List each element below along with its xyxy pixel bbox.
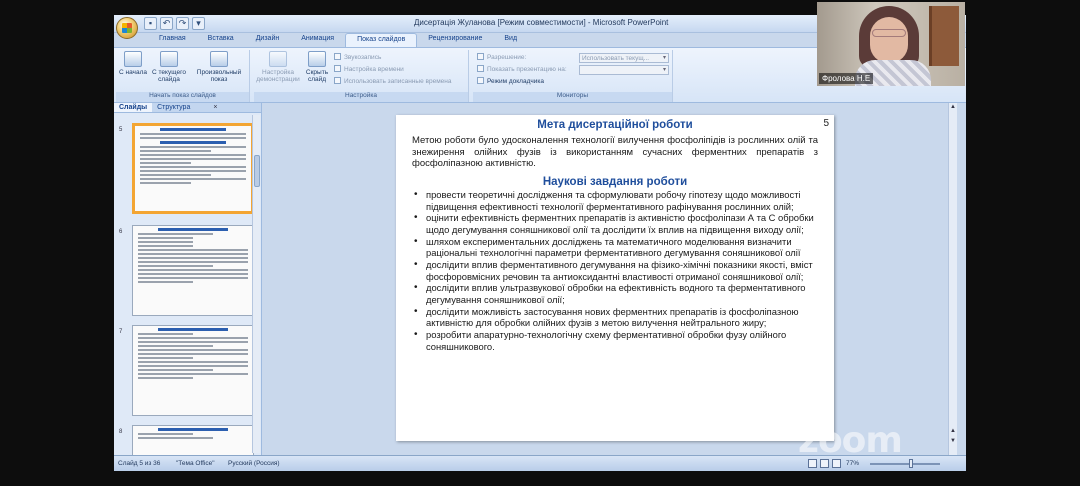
thumbnail-text xyxy=(140,133,246,135)
checkbox-icon xyxy=(477,77,484,84)
current-slide[interactable] xyxy=(396,115,834,441)
group-setup xyxy=(254,50,469,102)
main-scrollbar[interactable] xyxy=(948,103,957,455)
thumbnail-text xyxy=(138,437,213,439)
group-start-slideshow xyxy=(116,50,250,102)
thumbnail-text xyxy=(158,228,228,231)
tab-animations[interactable]: Анимация xyxy=(301,35,335,42)
language-indicator[interactable]: Русский (Россия) xyxy=(228,460,280,467)
thumbnail-text xyxy=(140,137,246,139)
thumbnail-text xyxy=(140,166,246,168)
thumbnail-text xyxy=(140,162,191,164)
setup-show-icon xyxy=(269,51,287,67)
thumbnail-text xyxy=(138,253,248,255)
slide-counter: Слайд 5 из 36 xyxy=(118,460,161,467)
from-current-slide-button[interactable]: С текущего слайда xyxy=(148,51,190,83)
slide-subheading: Наукові завдання роботи xyxy=(542,176,688,188)
thumbnail-text xyxy=(138,261,248,263)
thumbnail-text xyxy=(140,158,246,160)
thumbnail-text xyxy=(138,333,193,335)
task-item: • дослідити вплив ферментативного дегумування на фізико-хімічні показники якості, вміст фосфоровмісних речовин та антиоксидантні властивості отриманої соняшникової олії; xyxy=(412,259,822,282)
video-shelf xyxy=(929,6,959,66)
tab-design[interactable]: Дизайн xyxy=(255,35,280,42)
slide-thumbnail-7[interactable] xyxy=(132,325,254,416)
task-item: • оцінити ефективність ферментних препаратів із активністю фосфоліпази А та С обробки щодо дегумування соняшникової олії та дослідити їх вплив на підвищення виходу олії; xyxy=(412,212,822,235)
thumbnail-text xyxy=(138,365,248,367)
thumbnail-text xyxy=(160,141,226,144)
thumbnail-text xyxy=(140,146,246,148)
zoom-watermark: zoom xyxy=(798,420,902,461)
thumbnail-text xyxy=(140,154,246,156)
thumbnail-number: 7 xyxy=(119,329,123,335)
group-label-setup: Настройка xyxy=(254,92,468,102)
slide-heading: Мета дисертаційної роботи xyxy=(537,119,693,131)
close-pane-icon[interactable]: × xyxy=(213,104,218,111)
thumbnail-text xyxy=(138,241,193,243)
tab-slides[interactable]: Слайды xyxy=(114,103,152,112)
rehearse-timings-button[interactable]: Настройка времени xyxy=(334,65,404,75)
slide-thumbnail-5[interactable] xyxy=(132,123,254,214)
projector-current-icon xyxy=(160,51,178,67)
thumbnail-text xyxy=(138,377,193,379)
thumbnail-text xyxy=(140,170,246,172)
quick-access-toolbar xyxy=(144,17,205,31)
zoom-slider[interactable] xyxy=(870,463,940,465)
thumbnail-text xyxy=(158,428,228,431)
undo-icon[interactable]: ↶ xyxy=(160,17,173,30)
monitor-icon xyxy=(477,65,484,72)
thumbnail-text xyxy=(158,328,228,331)
pane-tabs xyxy=(114,103,261,113)
hide-slide-button[interactable]: Скрыть слайд xyxy=(302,51,332,83)
from-start-button[interactable]: С начала xyxy=(116,51,150,76)
thumbnail-text xyxy=(160,128,226,131)
thumbnail-number: 5 xyxy=(119,127,123,133)
record-narration-button[interactable]: Звукозапись xyxy=(334,53,381,63)
office-logo-icon xyxy=(122,23,132,33)
presenter-view-checkbox[interactable]: Режим докладчика xyxy=(477,77,544,87)
scroll-up-icon[interactable]: ▲ xyxy=(950,104,956,110)
thumbnail-text xyxy=(138,269,248,271)
scrollbar-thumb[interactable] xyxy=(254,155,260,187)
participant-video[interactable] xyxy=(817,2,965,86)
custom-show-button[interactable]: Произвольный показ xyxy=(192,51,246,83)
checkbox-icon xyxy=(334,77,341,84)
slide-number: 5 xyxy=(823,118,829,129)
use-timings-checkbox[interactable]: Использовать записанные времена xyxy=(334,77,452,87)
thumbnail-text xyxy=(140,182,191,184)
projector-icon xyxy=(124,51,142,67)
redo-icon[interactable]: ↷ xyxy=(176,17,189,30)
slides-pane xyxy=(114,103,262,455)
thumbnail-text xyxy=(138,341,248,343)
show-on-label: Показать презентацию на: xyxy=(477,65,567,75)
thumbnail-text xyxy=(140,178,246,180)
zoom-level[interactable]: 77% xyxy=(846,460,860,467)
thumbnail-text xyxy=(138,361,248,363)
clock-icon xyxy=(334,65,341,72)
thumbnail-text xyxy=(140,150,211,152)
thumbnail-text xyxy=(138,277,248,279)
thumbnail-text xyxy=(138,357,193,359)
thumbnail-text xyxy=(138,373,248,375)
hide-slide-icon xyxy=(308,51,326,67)
thumbnail-text xyxy=(138,349,248,351)
thumbnail-text xyxy=(138,337,248,339)
thumbnail-text xyxy=(138,345,213,347)
window-title: Дисертація Жуланова [Режим совместимости] - Microsoft PowerPoint xyxy=(414,18,669,27)
task-item: • провести теоретичні дослідження та сформулювати робочу гіпотезу щодо можливості підвищення ефективності технології ферментативного рафінування рослинних олій; xyxy=(412,189,822,212)
tasks-list xyxy=(412,189,822,352)
task-item: • розробити апаратурно-технологічну схему ферментативної обробки фузу олійного соняшникового. xyxy=(412,329,822,352)
resolution-label: Разрешение: xyxy=(477,53,526,63)
microphone-icon xyxy=(334,53,341,60)
tab-insert[interactable]: Вставка xyxy=(207,35,234,42)
thumbnail-text xyxy=(140,174,211,176)
thumbnail-text xyxy=(138,281,193,283)
thumbnail-text xyxy=(138,257,248,259)
thumbnail-text xyxy=(138,273,248,275)
tab-outline[interactable]: Структура xyxy=(157,104,191,111)
thumbnail-text xyxy=(138,353,248,355)
resolution-select[interactable]: Использовать текущ... ▾ xyxy=(579,53,669,63)
pane-scrollbar[interactable] xyxy=(252,115,260,453)
theme-name: "Тема Office" xyxy=(176,460,215,467)
group-label-start: Начать показ слайдов xyxy=(116,92,249,102)
save-icon[interactable]: ▪ xyxy=(144,17,157,30)
task-item: • дослідити можливість застосування нових ферментних препаратів із фосфоліпазною активністю для обробки олійних фузів з метою вилучення нейтрального жиру; xyxy=(412,306,822,329)
office-button[interactable] xyxy=(116,17,138,39)
thumbnail-number: 6 xyxy=(119,229,123,235)
tab-review[interactable]: Рецензирование xyxy=(428,35,483,42)
group-monitors xyxy=(473,50,673,102)
custom-show-icon xyxy=(210,51,228,67)
thumbnail-text xyxy=(138,249,248,251)
thumbnail-text xyxy=(138,265,213,267)
thumbnail-text xyxy=(138,369,213,371)
slide-thumbnail-6[interactable] xyxy=(132,225,254,316)
monitor-icon xyxy=(477,53,484,60)
slide-editing-area xyxy=(263,103,957,455)
zoom-slider-knob[interactable] xyxy=(909,459,913,468)
customize-qat-icon[interactable]: ▾ xyxy=(192,17,205,30)
task-item: • шляхом експериментальних досліджень та математичного моделювання визначити раціональні технологічні параметри ферментативного дегумування соняшникової олії xyxy=(412,236,822,259)
tab-home[interactable]: Главная xyxy=(159,35,186,42)
video-person-glasses xyxy=(872,29,906,37)
task-item: • дослідити вплив ультразвукової обробки на ефективність водного та ферментативного дегумування соняшникової олії; xyxy=(412,282,822,305)
participant-name: Фролова Н.Е xyxy=(819,73,873,84)
prev-slide-icon[interactable]: ▲ xyxy=(950,428,956,434)
thumbnail-text xyxy=(138,433,193,435)
tab-slide-show[interactable]: Показ слайдов xyxy=(345,33,417,47)
slide-intro-text: Метою роботи було удосконалення технології вилучення фосфоліпідів із рослинних олій та знежирення олійних фузів із використанням сучасних ферментних препаратів з фосфоліпазною активністю. xyxy=(412,135,818,170)
setup-show-button[interactable]: Настройка демонстрации xyxy=(254,51,302,83)
thumbnail-text xyxy=(138,237,193,239)
thumbnail-text xyxy=(138,245,193,247)
next-slide-icon[interactable]: ▼ xyxy=(950,438,956,444)
group-label-monitors: Мониторы xyxy=(473,92,672,102)
thumbnail-text xyxy=(138,233,213,235)
show-on-select[interactable] xyxy=(579,65,669,75)
tab-view[interactable]: Вид xyxy=(504,35,518,42)
thumbnail-number: 8 xyxy=(119,429,123,435)
video-person-face xyxy=(870,17,908,63)
